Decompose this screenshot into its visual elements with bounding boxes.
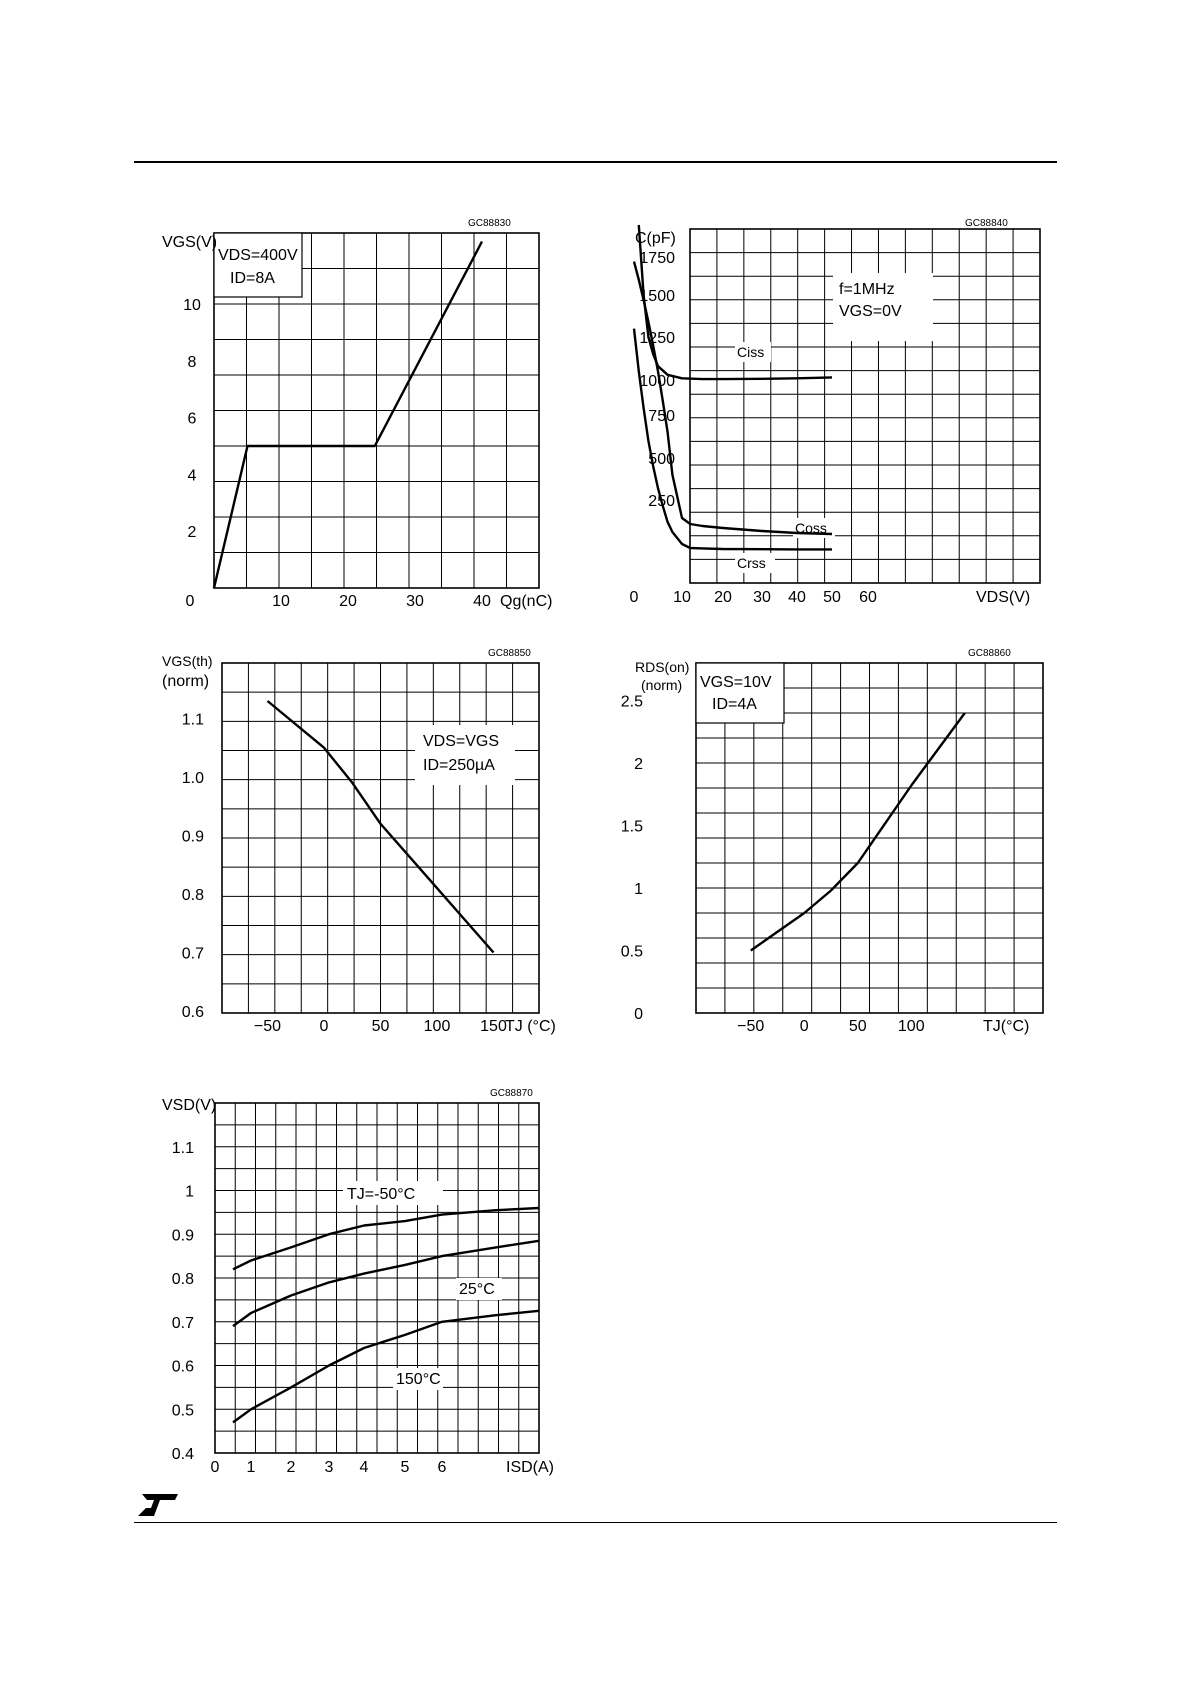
header-rule <box>134 161 1057 163</box>
y-tick-label: 1000 <box>639 373 675 390</box>
curve-label-coss: Coss <box>795 520 827 536</box>
y-tick-label: 0.7 <box>171 1314 194 1332</box>
y-axis-label-2: (norm) <box>162 673 210 690</box>
x-tick-label: 100 <box>423 1018 451 1035</box>
x-tick-label: 6 <box>437 1459 447 1476</box>
y-tick-label: 500 <box>648 451 675 468</box>
x-axis-label: VDS(V) <box>976 589 1031 606</box>
x-axis-label: ISD(A) <box>506 1459 554 1476</box>
y-tick-label: 0.4 <box>171 1446 194 1463</box>
legend-vgs: VGS=0V <box>839 303 902 320</box>
y-tick-label: 750 <box>648 408 675 425</box>
y-axis-label: VSD(V) <box>162 1097 217 1114</box>
x-tick-label: 10 <box>673 589 691 606</box>
chart-code: GC88870 <box>490 1088 533 1099</box>
series-line <box>233 1208 539 1269</box>
x-tick-label: 0 <box>319 1018 329 1035</box>
legend-vgs: VGS=10V <box>700 674 772 691</box>
capacitance-chart <box>625 215 1045 615</box>
y-axis-label: C(pF) <box>635 230 676 247</box>
x-tick-label: 20 <box>339 593 357 610</box>
curve-label-ciss: Ciss <box>737 344 765 360</box>
y-tick-label: 1 <box>185 1183 194 1201</box>
chart-code: GC88840 <box>965 218 1008 229</box>
x-tick-label: 0 <box>799 1018 809 1035</box>
y-axis-label: VGS(V) <box>162 234 218 251</box>
x-tick-label: 20 <box>714 589 732 606</box>
y-axis-label-2: (norm) <box>641 677 683 693</box>
x-tick-labels <box>737 1018 925 1035</box>
y-tick-label: 0.5 <box>620 943 643 961</box>
legend-id: ID=8A <box>230 270 275 287</box>
grid <box>222 663 539 1013</box>
series-group <box>233 1208 539 1422</box>
x-tick-label: 3 <box>324 1459 334 1476</box>
x-tick-label: 50 <box>823 589 841 606</box>
x-tick-label: 50 <box>371 1018 390 1035</box>
x-tick-label: 0 <box>185 593 195 610</box>
x-tick-label: 4 <box>359 1459 369 1476</box>
x-tick-label: −50 <box>737 1018 765 1035</box>
y-tick-label: 4 <box>187 467 197 485</box>
x-tick-label: 150 <box>480 1018 507 1035</box>
curve-label-150: 150°C <box>396 1371 441 1388</box>
legend-vds-vgs: VDS=VGS <box>423 733 500 750</box>
y-tick-label: 1 <box>634 881 643 898</box>
chart-code: GC88850 <box>488 648 531 659</box>
x-tick-label: 40 <box>473 593 491 610</box>
x-tick-label: 30 <box>406 593 424 610</box>
x-tick-label: 60 <box>859 589 877 606</box>
x-tick-label: 50 <box>848 1018 867 1035</box>
y-tick-labels <box>639 250 675 510</box>
y-tick-label: 10 <box>183 297 201 314</box>
x-axis-label: TJ(°C) <box>983 1018 1030 1035</box>
x-tick-label: 5 <box>400 1459 410 1476</box>
y-tick-label: 1.1 <box>181 711 204 729</box>
y-tick-label: 0.9 <box>171 1227 194 1245</box>
y-tick-label: 2 <box>187 524 197 542</box>
curve-label-crss: Crss <box>737 555 766 571</box>
legend-id: ID=4A <box>712 696 757 713</box>
x-tick-label: 0 <box>629 589 639 606</box>
y-tick-labels <box>183 297 201 541</box>
x-tick-label: −50 <box>253 1018 282 1035</box>
y-tick-label: 0.5 <box>171 1402 194 1420</box>
x-tick-label: 40 <box>788 589 806 606</box>
diode-chart <box>150 1085 570 1485</box>
threshold-chart <box>150 645 570 1045</box>
y-tick-label: 0.6 <box>171 1358 194 1376</box>
chart-code: GC88830 <box>468 218 511 229</box>
y-tick-label: 1.5 <box>620 818 643 836</box>
y-tick-label: 1.1 <box>171 1139 194 1157</box>
x-tick-labels <box>254 1018 507 1035</box>
y-tick-label: 1750 <box>639 250 675 267</box>
legend-vds: VDS=400V <box>218 247 298 264</box>
y-tick-labels <box>172 1140 194 1463</box>
x-tick-labels <box>186 593 491 610</box>
y-tick-labels <box>182 712 204 1022</box>
y-tick-label: 250 <box>648 493 675 510</box>
curve-label-m50: TJ=-50°C <box>347 1186 416 1203</box>
legend-box <box>214 233 302 297</box>
y-tick-label: 0.8 <box>171 1271 194 1288</box>
x-tick-label: 2 <box>286 1459 296 1476</box>
y-tick-label: 6 <box>187 410 197 428</box>
y-tick-label: 0.6 <box>181 1004 204 1021</box>
y-axis-label-1: VGS(th) <box>162 653 213 669</box>
y-tick-label: 2 <box>634 756 643 773</box>
x-tick-label: 30 <box>753 589 771 606</box>
x-tick-labels <box>211 1459 447 1476</box>
y-axis-label-1: RDS(on) <box>635 659 690 675</box>
y-tick-label: 0 <box>634 1006 643 1023</box>
footer-rule <box>134 1522 1057 1523</box>
x-tick-label: 100 <box>897 1018 925 1035</box>
x-axis-label: Qg(nC) <box>500 593 553 610</box>
curve-label-25: 25°C <box>459 1281 495 1298</box>
y-tick-labels <box>621 694 643 1024</box>
x-tick-label: 1 <box>246 1459 256 1476</box>
series-line <box>233 1311 539 1423</box>
series-crss <box>634 329 832 550</box>
y-tick-label: 1.0 <box>181 770 204 787</box>
x-axis-label: TJ (°C) <box>505 1018 556 1035</box>
y-tick-label: 0.7 <box>181 945 204 963</box>
legend-freq: f=1MHz <box>839 281 895 298</box>
y-tick-label: 1250 <box>639 330 675 347</box>
legend-id: ID=250µA <box>423 757 495 774</box>
chart-code: GC88860 <box>968 648 1011 659</box>
y-tick-label: 8 <box>187 353 197 371</box>
y-tick-label: 0.9 <box>181 828 204 846</box>
st-logo <box>134 1490 182 1520</box>
y-tick-label: 0.8 <box>181 887 204 904</box>
y-tick-label: 2.5 <box>620 693 643 711</box>
legend-box <box>696 663 784 723</box>
x-tick-label: 10 <box>272 593 290 610</box>
gate-charge-chart <box>150 215 570 615</box>
x-tick-label: 0 <box>210 1459 220 1476</box>
x-tick-labels <box>630 589 877 606</box>
rdson-chart <box>620 645 1045 1045</box>
y-tick-label: 1500 <box>639 288 675 305</box>
